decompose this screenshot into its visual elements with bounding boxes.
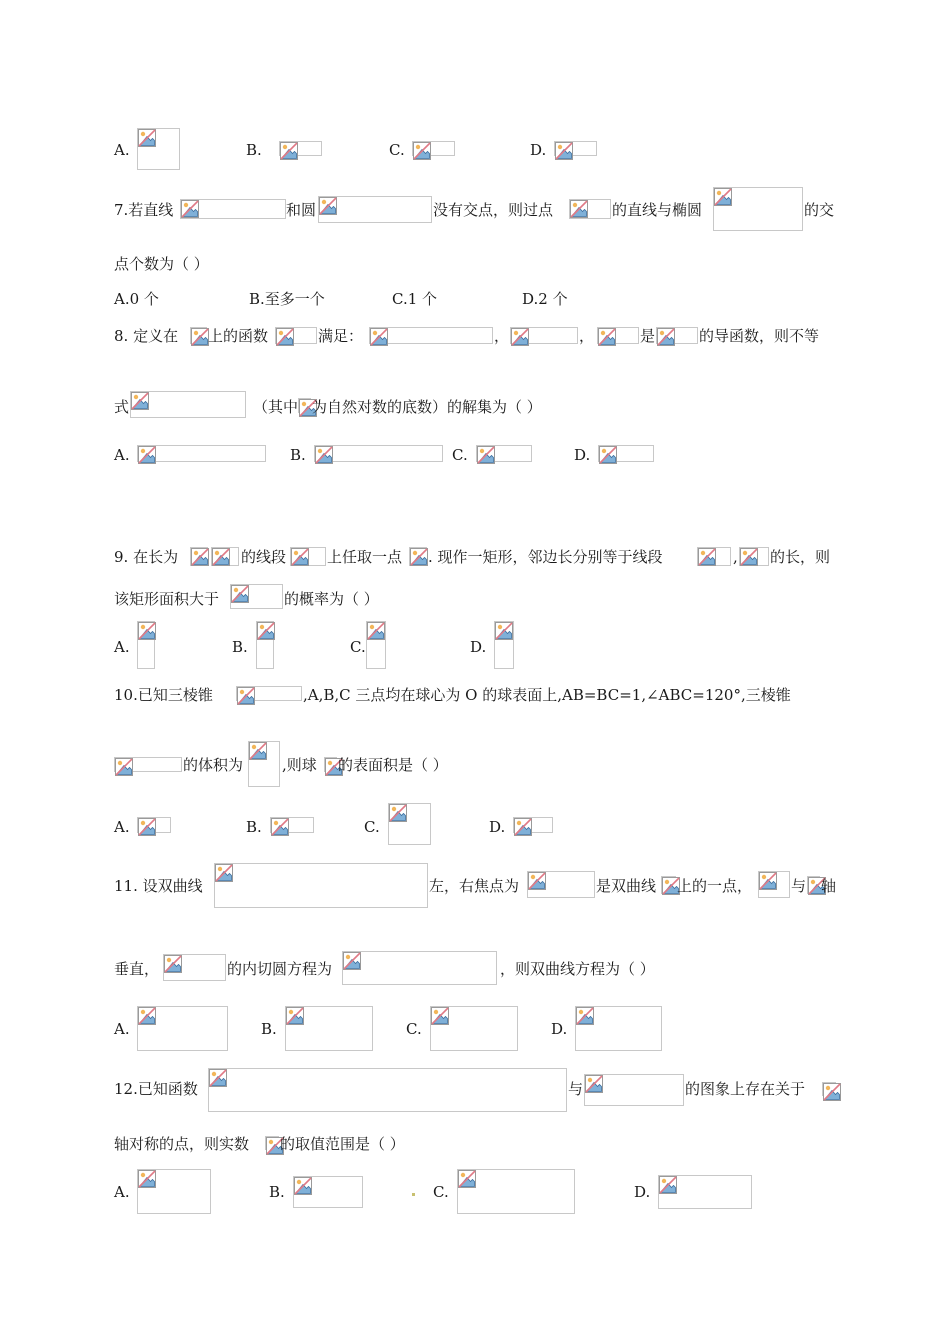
q8-text: 式 <box>114 398 130 416</box>
q12-text: 的图象上存在关于 <box>685 1080 806 1098</box>
q8-option-b: B. <box>290 446 306 464</box>
q11-option-a: A. <box>114 1020 130 1038</box>
q9-option-a: A. <box>114 638 130 656</box>
formula-image <box>163 954 226 981</box>
q7-option-b: B.至多一个 <box>249 290 325 308</box>
formula-image <box>318 196 432 223</box>
q12-text: 的取值范围是（ ） <box>280 1135 405 1153</box>
formula-image <box>324 757 337 772</box>
q7-option-a: A.0 个 <box>114 290 159 308</box>
formula-image <box>661 876 676 894</box>
q11-text: 11. 设双曲线 <box>114 877 203 895</box>
formula-image <box>822 1082 836 1096</box>
q8-text: 为自然对数的底数）的解集为（ ） <box>312 398 542 416</box>
formula-image <box>476 445 532 462</box>
formula-image <box>342 951 497 985</box>
q6-option-a: A. <box>114 141 130 159</box>
formula-image <box>430 1006 518 1051</box>
q12-option-a: A. <box>114 1183 130 1201</box>
q7-text: 7.若直线 <box>114 201 174 219</box>
formula-image <box>130 391 246 418</box>
q10-text: 10.已知三棱锥 <box>114 686 213 704</box>
q8-text: 的导函数，则不等 <box>699 327 820 345</box>
q8-option-c: C. <box>452 446 468 464</box>
q8-option-a: A. <box>114 446 130 464</box>
formula-image <box>597 327 639 344</box>
formula-image <box>137 1169 211 1214</box>
q9-option-b: B. <box>232 638 248 656</box>
q10-text: ,A,B,C 三点均在球心为 O 的球表面上,AB=BC=1,∠ABC=120°,三棱锥 <box>303 686 791 704</box>
formula-image <box>554 141 597 156</box>
stray-dot <box>412 1193 415 1196</box>
formula-image <box>137 1006 228 1051</box>
formula-image <box>314 445 443 462</box>
q9-text: 上任取一点 <box>327 548 403 566</box>
formula-image <box>457 1169 575 1214</box>
formula-image <box>211 547 239 566</box>
q7-option-d: D.2 个 <box>522 290 568 308</box>
formula-image <box>527 871 595 898</box>
formula-image <box>513 817 553 833</box>
q11-text: 上的一点， <box>677 877 753 895</box>
q8-option-d: D. <box>574 446 591 464</box>
q9-option-c: C. <box>350 638 366 656</box>
q10-option-b: B. <box>246 818 262 836</box>
formula-image <box>575 1006 662 1051</box>
q12-option-b: B. <box>269 1183 285 1201</box>
formula-image <box>412 141 455 156</box>
q7-option-c: C.1 个 <box>392 290 438 308</box>
q12-text: 与 <box>568 1080 584 1098</box>
formula-image <box>256 621 274 669</box>
formula-image <box>180 199 286 219</box>
formula-image <box>270 817 314 833</box>
q11-option-c: C. <box>406 1020 422 1038</box>
q11-text: 垂直， <box>114 960 160 978</box>
q8-text: 上的函数 <box>208 327 269 345</box>
formula-image <box>248 741 280 787</box>
formula-image <box>190 327 207 344</box>
formula-image <box>713 187 803 231</box>
formula-image <box>265 1136 279 1150</box>
formula-image <box>279 141 322 156</box>
q8-text: 满足： <box>318 327 364 345</box>
q7-text: 没有交点，则过点 <box>433 201 554 219</box>
formula-image <box>293 1176 363 1208</box>
q12-text: 12.已知函数 <box>114 1080 198 1098</box>
q12-text: 轴对称的点，则实数 <box>114 1135 250 1153</box>
q11-text: 的内切圆方程为 <box>227 960 333 978</box>
q9-text: 的长，则 <box>770 548 831 566</box>
formula-image <box>584 1074 684 1106</box>
formula-image <box>569 199 611 219</box>
q9-text: 9. 在长为 <box>114 548 179 566</box>
q11-option-b: B. <box>261 1020 277 1038</box>
formula-image <box>285 1006 373 1051</box>
q7-text: 和圆 <box>286 201 317 219</box>
q9-text: 的概率为（ ） <box>284 590 379 608</box>
formula-image <box>388 803 431 845</box>
q8-text: （其中 <box>253 398 299 416</box>
formula-image <box>137 445 266 462</box>
q10-text: 的表面积是（ ） <box>338 756 448 774</box>
formula-image <box>214 863 428 908</box>
q10-option-c: C. <box>364 818 380 836</box>
formula-image <box>369 327 493 344</box>
formula-image <box>807 876 820 894</box>
formula-image <box>236 686 302 701</box>
formula-image <box>290 547 326 566</box>
q10-option-d: D. <box>489 818 506 836</box>
formula-image <box>739 547 769 566</box>
q8-text: ， <box>579 327 595 345</box>
formula-image <box>190 547 208 566</box>
formula-image <box>494 621 514 669</box>
q9-text: 该矩形面积大于 <box>114 590 220 608</box>
q11-text: 左，右焦点为 <box>429 877 520 895</box>
q11-text: 与 <box>791 877 807 895</box>
q7-text: 的交 <box>804 201 835 219</box>
q6-option-c: C. <box>389 141 405 159</box>
q6-option-d: D. <box>530 141 547 159</box>
q7-text: 点个数为（ ） <box>114 255 209 273</box>
q10-option-a: A. <box>114 818 130 836</box>
q9-text: 的线段 <box>241 548 287 566</box>
formula-image <box>137 621 155 669</box>
formula-image <box>275 327 317 344</box>
q9-option-d: D. <box>470 638 487 656</box>
q11-text: ，则双曲线方程为（ ） <box>500 960 655 978</box>
formula-image <box>298 398 311 413</box>
q11-option-d: D. <box>551 1020 568 1038</box>
formula-image <box>114 757 182 772</box>
formula-image <box>208 1068 567 1112</box>
q10-text: 的体积为 <box>183 756 244 774</box>
q11-text: 是双曲线 <box>596 877 657 895</box>
q10-text: ,则球 <box>282 756 317 774</box>
formula-image <box>758 871 790 898</box>
q9-text: , <box>733 548 738 566</box>
q11-text: 轴 <box>821 877 837 895</box>
formula-image <box>697 547 731 566</box>
formula-image <box>409 547 427 566</box>
formula-image <box>137 817 171 833</box>
formula-image <box>366 621 386 669</box>
formula-image <box>137 128 180 170</box>
formula-image <box>598 445 654 462</box>
formula-image <box>656 327 698 344</box>
q8-text: ， <box>494 327 510 345</box>
q12-option-c: C. <box>433 1183 449 1201</box>
q7-text: 的直线与椭圆 <box>612 201 703 219</box>
q9-text: . 现作一矩形，邻边长分别等于线段 <box>428 548 663 566</box>
q8-text: 8. 定义在 <box>114 327 179 345</box>
q8-text: 是 <box>640 327 656 345</box>
formula-image <box>658 1175 752 1209</box>
formula-image <box>510 327 578 344</box>
q6-option-b: B. <box>246 141 262 159</box>
formula-image <box>230 584 283 609</box>
q12-option-d: D. <box>634 1183 651 1201</box>
